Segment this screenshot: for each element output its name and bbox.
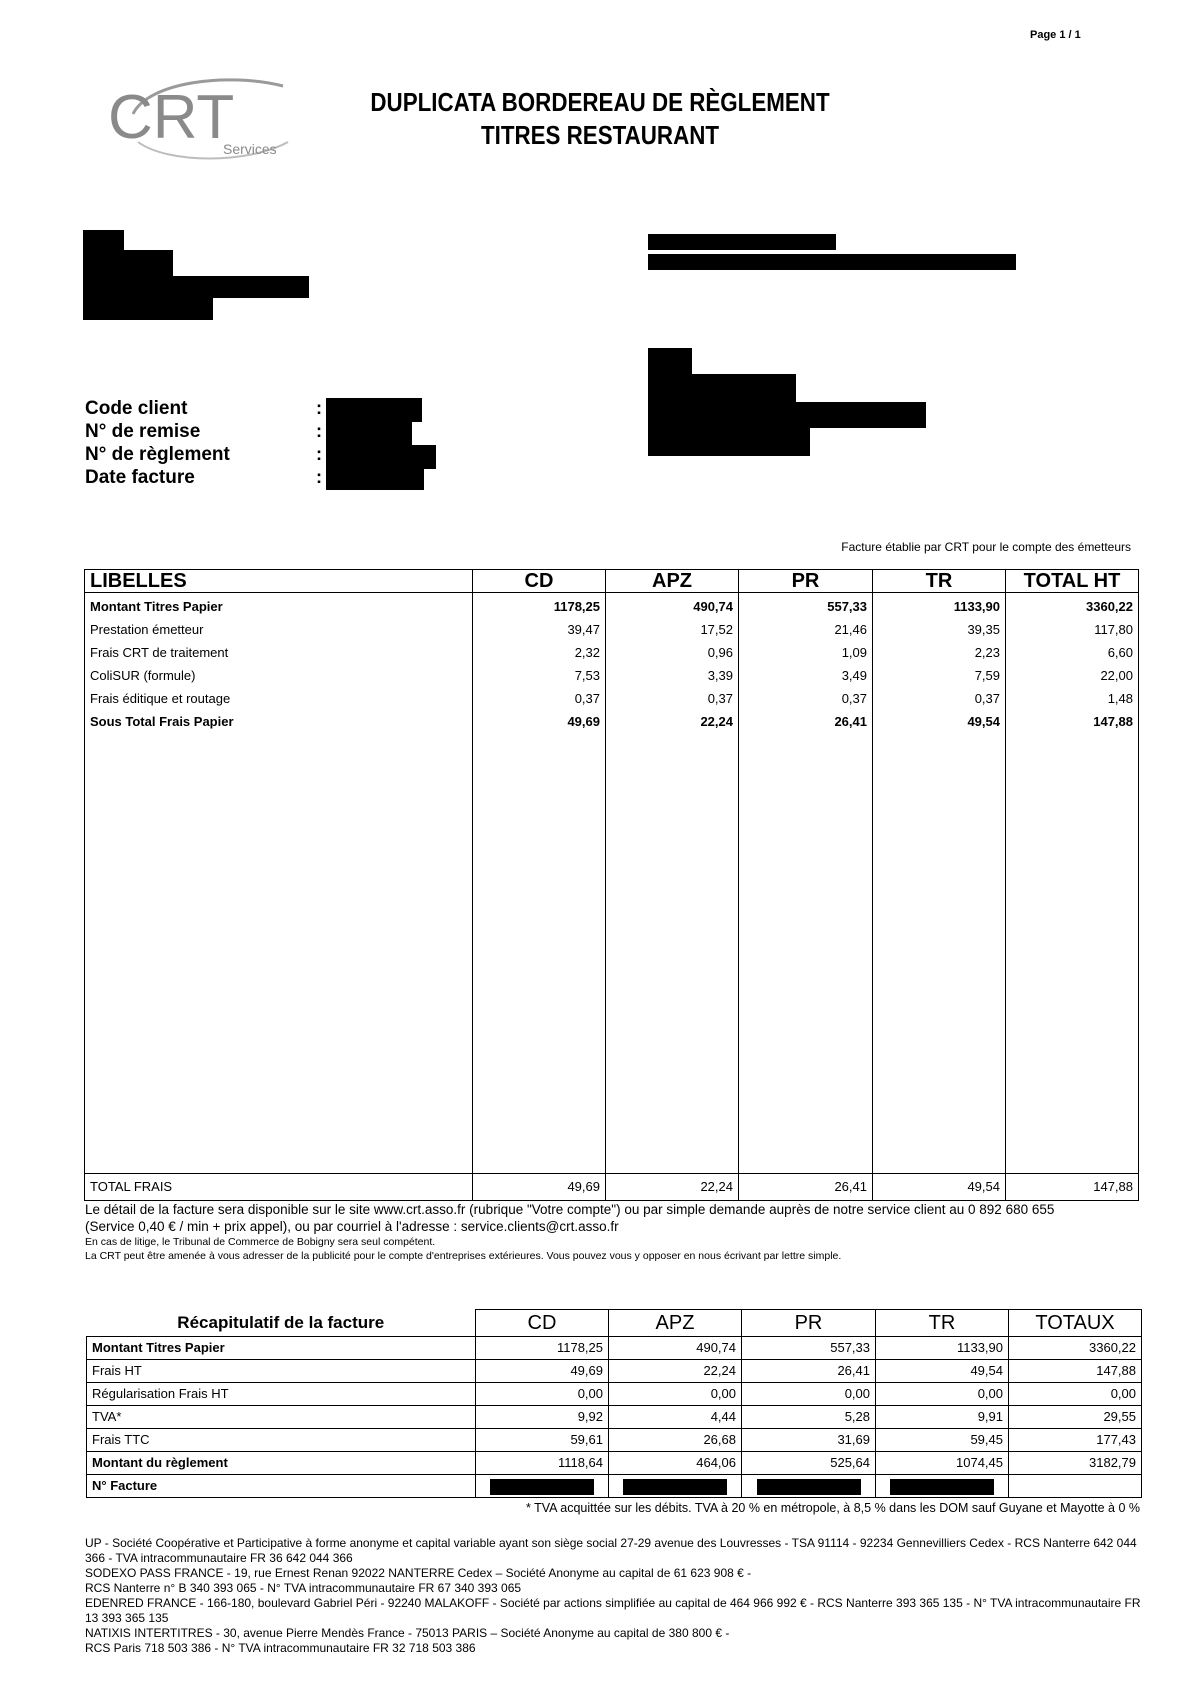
cell: 0,00 — [476, 1383, 609, 1406]
cell: 6,60 — [1006, 641, 1139, 664]
header-apz: APZ — [609, 1310, 742, 1337]
cell: 49,69 — [473, 710, 606, 733]
colon: : — [316, 421, 322, 441]
date-facture-label: Date facture — [85, 467, 195, 488]
legal-footer — [85, 1536, 1145, 1656]
cell: 1178,25 — [476, 1337, 609, 1360]
redacted-block — [648, 374, 796, 402]
row-label: Sous Total Frais Papier — [85, 710, 473, 733]
title-line-2: TITRES RESTAURANT — [480, 120, 720, 150]
cell: 59,45 — [876, 1429, 1009, 1452]
cell: 557,33 — [742, 1337, 876, 1360]
recap-header-row — [87, 1310, 1142, 1337]
total-frais-row — [85, 1174, 1139, 1201]
cell: 29,55 — [1009, 1406, 1142, 1429]
cell: 0,00 — [609, 1383, 742, 1406]
cell: 464,06 — [609, 1452, 742, 1475]
table-row — [87, 1383, 1142, 1406]
table-row — [87, 1452, 1142, 1475]
info-line: La CRT peut être amenée à vous adresser de la publicité pour le compte d'entreprises extérieures. Vous pouvez vous y opposer en nous écrivant par lettre simple. — [85, 1250, 842, 1262]
cell: 7,59 — [873, 664, 1006, 687]
colon: : — [316, 444, 322, 464]
cell: 49,54 — [873, 710, 1006, 733]
cell: 147,88 — [1009, 1360, 1142, 1383]
cell: 21,46 — [739, 618, 873, 641]
row-label: Montant Titres Papier — [87, 1337, 476, 1360]
cell: 490,74 — [609, 1337, 742, 1360]
header-pr: PR — [742, 1310, 876, 1337]
cell: 49,69 — [476, 1360, 609, 1383]
header-libelles: LIBELLES — [85, 570, 473, 593]
cell: 147,88 — [1006, 710, 1139, 733]
cell: 0,00 — [1009, 1383, 1142, 1406]
cell: 1133,90 — [873, 593, 1006, 619]
cell: 1178,25 — [473, 593, 606, 619]
cell: 39,35 — [873, 618, 1006, 641]
header-tr: TR — [876, 1310, 1009, 1337]
header-cd: CD — [473, 570, 606, 593]
cell: 22,24 — [606, 710, 739, 733]
redacted-block — [648, 402, 926, 428]
redacted-block — [326, 422, 412, 446]
cell: 490,74 — [606, 593, 739, 619]
cell: 1,48 — [1006, 687, 1139, 710]
cell: 4,44 — [609, 1406, 742, 1429]
total-label: TOTAL FRAIS — [85, 1174, 473, 1201]
redacted-block — [83, 250, 173, 276]
row-label: TVA* — [87, 1406, 476, 1429]
info-line: (Service 0,40 € / min + prix appel), ou par courriel à l'adresse : service.clients@crt.asso.fr — [85, 1219, 619, 1234]
redacted-block — [83, 276, 309, 298]
date-facture-row — [85, 467, 322, 489]
title-line-1: DUPLICATA BORDEREAU DE RÈGLEMENT — [370, 87, 830, 117]
page-number: Page 1 / 1 — [1030, 29, 1081, 41]
cell: 26,41 — [739, 710, 873, 733]
redacted-block — [757, 1479, 861, 1495]
cell: 0,37 — [739, 687, 873, 710]
cell: 1118,64 — [476, 1452, 609, 1475]
cell: 0,37 — [606, 687, 739, 710]
table-row — [87, 1429, 1142, 1452]
tva-note: * TVA acquittée sur les débits. TVA à 20 % en métropole, à 8,5 % dans les DOM sauf Guyane et Mayotte à 0 % — [526, 1501, 1140, 1515]
cell: 39,47 — [473, 618, 606, 641]
cell: 49,54 — [873, 1174, 1006, 1201]
table-row — [85, 618, 1139, 641]
redacted-block — [648, 234, 836, 250]
table-row — [85, 664, 1139, 687]
cell: 0,37 — [873, 687, 1006, 710]
cell: 22,24 — [609, 1360, 742, 1383]
cell: 1074,45 — [876, 1452, 1009, 1475]
cell: 17,52 — [606, 618, 739, 641]
cell: 59,61 — [476, 1429, 609, 1452]
cell: 525,64 — [742, 1452, 876, 1475]
empty-space-row — [85, 733, 1139, 1174]
reglement-label: N° de règlement — [85, 444, 230, 465]
row-label: Frais CRT de traitement — [85, 641, 473, 664]
redacted-block — [326, 398, 422, 422]
info-text — [85, 1201, 1145, 1263]
cell: 3360,22 — [1006, 593, 1139, 619]
cell: 177,43 — [1009, 1429, 1142, 1452]
cell: 7,53 — [473, 664, 606, 687]
colon: : — [316, 467, 322, 487]
legal-line: SODEXO PASS FRANCE - 19, rue Ernest Renan 92022 NANTERRE Cedex – Société Anonyme au capital de 61 623 908 € - — [85, 1566, 752, 1580]
legal-line: NATIXIS INTERTITRES - 30, avenue Pierre Mendès France - 75013 PARIS – Société Anonyme au capital de 380 800 € - — [85, 1626, 730, 1640]
reglement-row — [85, 444, 322, 466]
cell: 9,92 — [476, 1406, 609, 1429]
table-row — [85, 710, 1139, 733]
legal-line: RCS Nanterre n° B 340 393 065 - N° TVA intracommunautaire FR 67 340 393 065 — [85, 1581, 522, 1595]
cell: 26,41 — [742, 1360, 876, 1383]
cell: 26,41 — [739, 1174, 873, 1201]
cell: 1133,90 — [876, 1337, 1009, 1360]
table-row — [87, 1360, 1142, 1383]
document-title — [368, 86, 832, 152]
row-label: Montant du règlement — [87, 1452, 476, 1475]
cell: 0,37 — [473, 687, 606, 710]
header-totaux: TOTAUX — [1009, 1310, 1142, 1337]
main-header-row — [85, 570, 1139, 593]
row-label: Frais TTC — [87, 1429, 476, 1452]
cell: 22,00 — [1006, 664, 1139, 687]
cell: 3182,79 — [1009, 1452, 1142, 1475]
header-pr: PR — [739, 570, 873, 593]
row-label: Montant Titres Papier — [85, 593, 473, 619]
redacted-block — [326, 445, 436, 469]
table-row — [85, 687, 1139, 710]
main-table — [84, 569, 1139, 1201]
facture-note: Facture établie par CRT pour le compte des émetteurs — [841, 540, 1131, 554]
info-line: Le détail de la facture sera disponible sur le site www.crt.asso.fr (rubrique "Votre compte") ou par simple demande auprès de notre service client au 0 892 680 655 — [85, 1202, 1055, 1217]
row-label: Frais HT — [87, 1360, 476, 1383]
cell: 3,49 — [739, 664, 873, 687]
table-row — [85, 641, 1139, 664]
redacted-block — [490, 1479, 594, 1495]
redacted-block — [83, 230, 124, 250]
cell: 9,91 — [876, 1406, 1009, 1429]
cell: 0,00 — [876, 1383, 1009, 1406]
cell: 117,80 — [1006, 618, 1139, 641]
redacted-block — [648, 348, 692, 374]
legal-line: EDENRED FRANCE - 166-180, boulevard Gabriel Péri - 92240 MALAKOFF - Société par actions simplifiée au capital de 464 966 992 € - RCS Nanterre 393 365 135 - N° TVA intracommunautaire FR 13 393 365 135 — [85, 1596, 1141, 1625]
redacted-block — [83, 298, 213, 320]
legal-line: UP - Société Coopérative et Participative à forme anonyme et capital variable ayant son siège social 27-29 avenue des Louvresses - TSA 91114 - 92234 Gennevilliers Cedex - RCS Nanterre 642 044 366 - TVA intracommunautaire FR 36 642 044 366 — [85, 1536, 1137, 1565]
redacted-block — [890, 1479, 994, 1495]
remise-label: N° de remise — [85, 421, 201, 442]
table-row — [87, 1406, 1142, 1429]
cell: 3360,22 — [1009, 1337, 1142, 1360]
header-total-ht: TOTAL HT — [1006, 570, 1139, 593]
client-code-row — [85, 398, 322, 420]
client-code-label: Code client — [85, 398, 188, 419]
cell: 3,39 — [606, 664, 739, 687]
cell: 1,09 — [739, 641, 873, 664]
header-apz: APZ — [606, 570, 739, 593]
cell: 557,33 — [739, 593, 873, 619]
cell: 0,00 — [742, 1383, 876, 1406]
table-row — [85, 593, 1139, 619]
row-label: Régularisation Frais HT — [87, 1383, 476, 1406]
table-row — [87, 1337, 1142, 1360]
recap-table — [86, 1309, 1142, 1498]
cell: 2,32 — [473, 641, 606, 664]
row-label: N° Facture — [87, 1475, 476, 1498]
cell: 31,69 — [742, 1429, 876, 1452]
cell: 147,88 — [1006, 1174, 1139, 1201]
colon: : — [316, 398, 322, 418]
recap-title: Récapitulatif de la facture — [87, 1310, 476, 1337]
redacted-block — [648, 254, 1016, 270]
cell: 0,96 — [606, 641, 739, 664]
header-tr: TR — [873, 570, 1006, 593]
cell: 49,69 — [473, 1174, 606, 1201]
row-label: Frais éditique et routage — [85, 687, 473, 710]
cell: 2,23 — [873, 641, 1006, 664]
redacted-block — [326, 468, 424, 490]
cell: 26,68 — [609, 1429, 742, 1452]
facture-number-row — [87, 1475, 1142, 1498]
row-label: ColiSUR (formule) — [85, 664, 473, 687]
info-line: En cas de litige, le Tribunal de Commerce de Bobigny sera seul compétent. — [85, 1236, 436, 1248]
logo-sub-text: Services — [223, 141, 277, 157]
legal-line: RCS Paris 718 503 386 - N° TVA intracommunautaire FR 32 718 503 386 — [85, 1641, 476, 1655]
logo-main-text: CRT — [108, 83, 235, 152]
cell: 5,28 — [742, 1406, 876, 1429]
crt-services-logo — [108, 74, 298, 164]
header-cd: CD — [476, 1310, 609, 1337]
redacted-block — [623, 1479, 727, 1495]
cell: 49,54 — [876, 1360, 1009, 1383]
row-label: Prestation émetteur — [85, 618, 473, 641]
redacted-block — [648, 428, 810, 456]
cell: 22,24 — [606, 1174, 739, 1201]
remise-row — [85, 421, 322, 443]
